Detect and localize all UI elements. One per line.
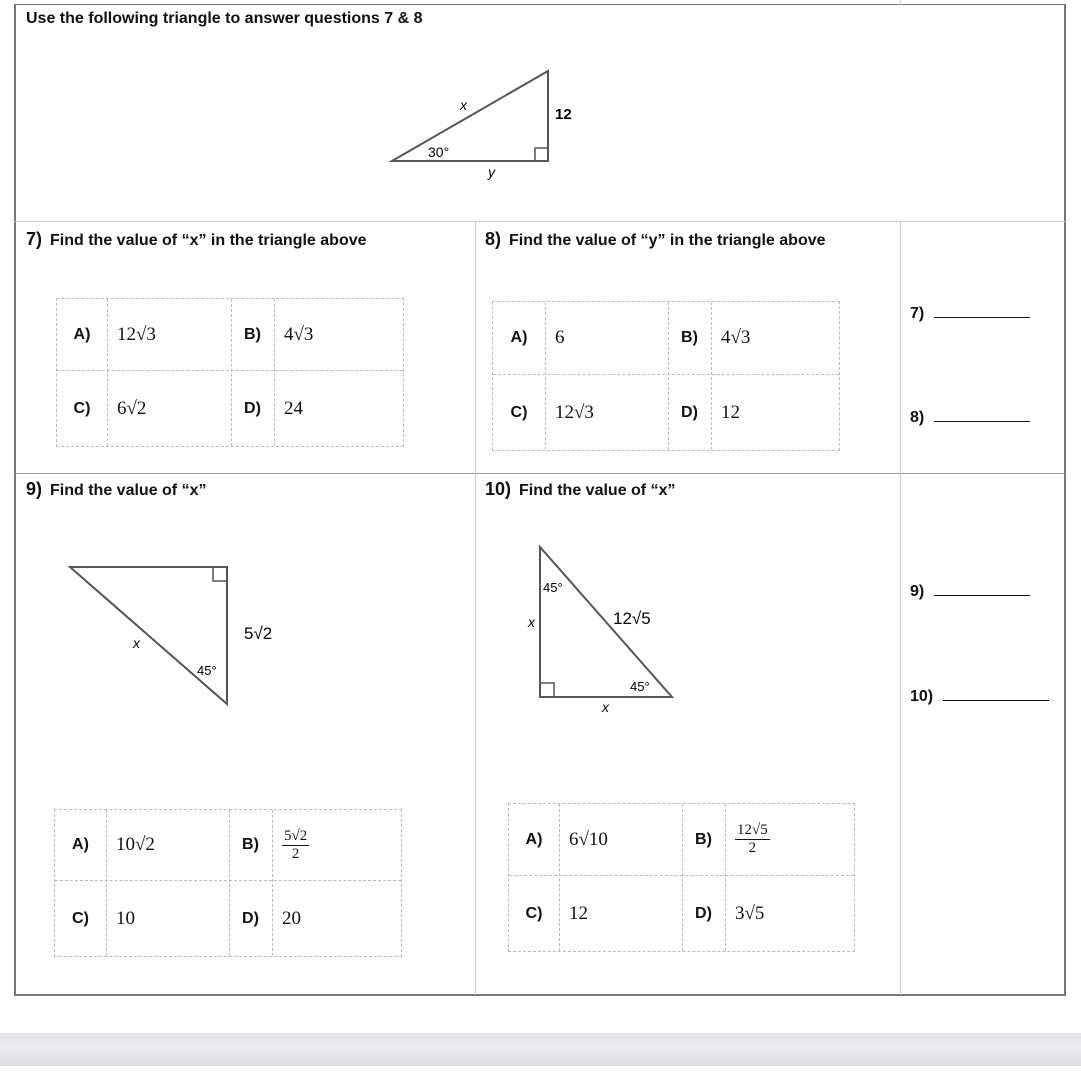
option-letter: A) [73,325,91,343]
fraction [735,822,770,857]
label-angle: 30° [428,144,450,160]
option-value-text: 3√5 [735,903,765,924]
option-value-text: 12 [569,903,588,924]
option-value-text: 12√3 [117,323,156,345]
option-letter: C) [525,905,543,922]
q9-options [54,809,402,957]
bottom-toolbar [0,1033,1081,1066]
q10-options [508,803,855,952]
option-value[interactable] [107,299,231,370]
option-letter: D) [695,905,712,922]
option-value-text: 20 [282,908,301,929]
option-value[interactable] [106,810,229,880]
option-value[interactable] [107,370,231,448]
col-divider [900,0,901,5]
question-10: 10) Find the value of “x” [485,479,676,499]
col-divider [900,221,901,995]
option-value-text: 12 [721,402,740,423]
option-value[interactable] [559,804,682,875]
label-x-horizontal: x [602,699,609,715]
label-x: x [133,635,140,651]
frame-bottom [14,994,1066,996]
label-x: x [460,97,467,113]
option-value-text: 4√3 [284,323,314,345]
option-letter: D) [681,404,698,421]
option-value-text: 10 [116,908,135,929]
label-hyp: 12√5 [613,609,651,628]
option-letter: B) [244,325,261,343]
row-divider [15,473,1065,474]
option-value[interactable] [711,374,841,452]
option-letter: D) [244,400,261,417]
q7-options [56,298,404,447]
option-letter: B) [681,329,698,346]
option-value[interactable] [725,804,856,875]
triangle-q9 [60,555,300,715]
denominator: 2 [748,840,757,856]
numerator: 12√5 [737,822,768,838]
numerator: 5√2 [284,827,308,844]
label-leg: 5√2 [244,624,273,643]
answer-blank-7[interactable]: 7) [910,305,1030,323]
option-letter: A) [510,329,528,346]
answer-blank-9[interactable]: 9) [910,583,1030,601]
label-angle: 45° [197,663,217,678]
option-value[interactable] [274,299,405,370]
frame-right [1064,4,1066,996]
answer-blank-10[interactable]: 10) [910,688,1049,706]
option-value-text: 6√2 [117,398,147,419]
option-value[interactable] [272,810,403,880]
option-value-text: 24 [284,398,303,419]
option-value[interactable] [272,880,403,958]
label-x-vertical: x [528,614,535,630]
option-value-text: 6√10 [569,828,608,850]
option-value[interactable] [711,302,841,374]
triangle-q10 [520,540,700,720]
label-angle-top: 45° [543,580,563,595]
label-angle-bottom: 45° [630,679,650,694]
option-value-text: 12√3 [555,402,594,423]
option-value[interactable] [274,370,405,448]
frame-left [14,4,16,996]
fraction [282,828,309,863]
option-value[interactable] [545,302,668,374]
option-letter: A) [72,836,89,853]
triangle-30-60-90 [380,60,600,190]
option-value-text: 4√3 [721,327,751,348]
option-value[interactable] [106,880,229,958]
question-7: 7) Find the value of “x” in the triangle above [26,229,367,249]
row-divider [15,221,1065,222]
option-value[interactable] [725,875,856,953]
option-letter: D) [242,910,259,927]
col-divider [475,221,476,995]
option-value-text: 10√2 [116,834,155,855]
option-letter: B) [242,836,259,853]
q8-options [492,301,840,451]
option-value[interactable] [545,374,668,452]
question-8: 8) Find the value of “y” in the triangle above [485,229,826,249]
option-letter: C) [510,404,528,421]
question-9: 9) Find the value of “x” [26,479,207,499]
option-value-text: 6 [555,327,565,348]
option-letter: C) [73,400,91,417]
instruction: Use the following triangle to answer questions 7 & 8 [26,10,423,27]
option-letter: A) [525,830,543,848]
option-letter: C) [72,910,89,927]
label-y: y [488,164,495,180]
frame-top [15,4,1065,5]
option-value[interactable] [559,875,682,953]
label-12: 12 [555,106,572,123]
denominator: 2 [291,845,300,862]
option-letter: B) [695,830,712,848]
answer-blank-8[interactable]: 8) [910,409,1030,427]
